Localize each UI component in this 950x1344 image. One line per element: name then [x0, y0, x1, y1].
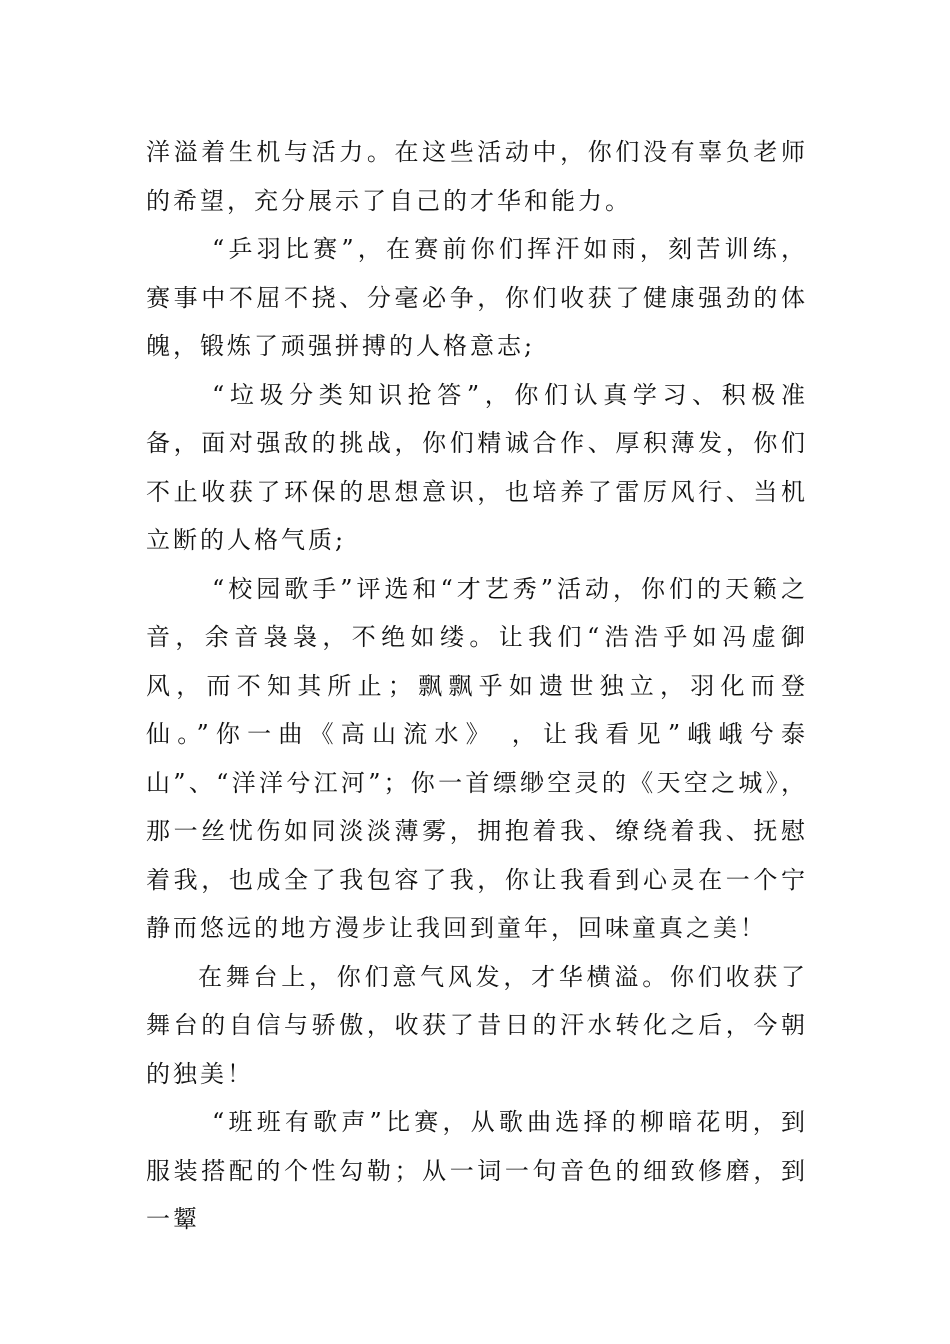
- paragraph-continuation: 洋溢着生机与活力。在这些活动中，你们没有辜负老师的希望，充分展示了自己的才华和能力。: [146, 138, 808, 215]
- paragraph-on-stage: 在舞台上，你们意气风发，才华横溢。你们收获了舞台的自信与骄傲，收获了昔日的汗水转化之后，今朝的独美！: [146, 962, 808, 1088]
- document-body: [146, 128, 808, 1244]
- paragraph-pingpong-badminton: “乒羽比赛”，在赛前你们挥汗如雨，刻苦训练，赛事中不屈不挠、分毫必争，你们收获了健康强劲的体魄，锻炼了顽强拼搏的人格意志;: [146, 235, 808, 360]
- paragraph-class-singing: “班班有歌声”比赛，从歌曲选择的柳暗花明，到服装搭配的个性勾勒；从一词一句音色的细致修磨，到一颦: [146, 1108, 808, 1233]
- paragraph-campus-singer: “校园歌手”评选和“才艺秀”活动，你们的天籁之音，余音袅袅，不绝如缕。让我们“浩浩乎如冯虚御风，而不知其所止；飘飘乎如遗世独立，羽化而登仙。”你一曲《高山流水》 ，让我看见”峨峨兮泰山”、“洋洋兮江河”；你一首缥缈空灵的《天空之城》，那一丝忧伤如同淡淡薄雾，拥抱着我、缭绕着我、抚慰着我，也成全了我包容了我，你让我看到心灵在一个宁静而悠远的地方漫步让我回到童年，回味童真之美！: [146, 574, 808, 942]
- paragraph-garbage-quiz: “垃圾分类知识抢答”，你们认真学习、积极准备，面对强敌的挑战，你们精诚合作、厚积薄发，你们不止收获了环保的思想意识，也培养了雷厉风行、当机立断的人格气质;: [146, 380, 808, 554]
